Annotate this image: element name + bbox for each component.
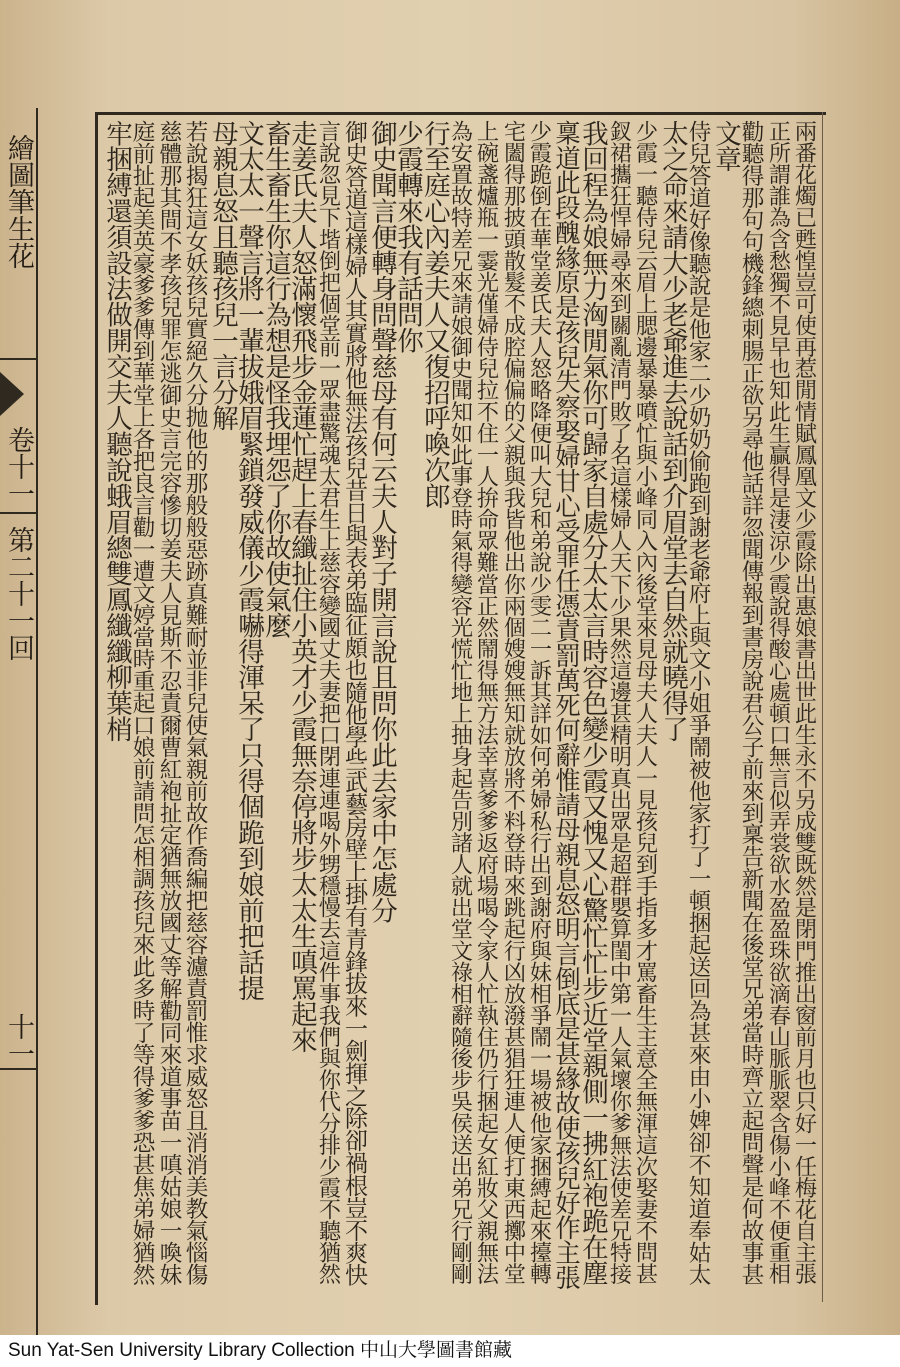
text-column: 牢捆縛還須設法做開交夫人聽說蛾眉總雙鳳纖纖柳葉梢 (101, 120, 132, 742)
text-column: 慈體那其間不孝孩兒罪怎逃御史言完容慘切姜夫人見斯不忍責爾曹紅袍扯定猶無放國丈等解勸同來道事苗一嗔姑娘一喚妹 (156, 120, 182, 1285)
page-border-right (822, 112, 823, 1302)
text-column: 勸聽得那句句機鋒總刺腸正欲另尋他話詳忽聞傳報到書房說君公子前來到稟告新聞在後堂兄弟當時齊立起問聲是何故事甚 (738, 120, 764, 1285)
text-column: 少霞轉來我有話問你 (392, 120, 423, 354)
library-credit: Sun Yat-Sen University Library Collection 中山大學圖書館藏 (0, 1335, 900, 1367)
spine-divider (0, 358, 36, 360)
text-column: 御史答道這樣婦人其實將他無法孩兒昔日與表弟臨征頗也隨他學些武藝房壁上掛有青鋒拔來一劍揮之除卻禍根豈不爽快 (341, 120, 367, 1286)
page-spine (0, 108, 38, 1335)
text-column: 宅闔得那披頭散髮不成腔偏偏的父親與我皆他出你兩個嫂嫂無知就放將不料登時來跳起行凶放潑甚猖狂連人便打東西擲中堂 (500, 120, 526, 1285)
spine-title: 繪圖筆生花 (3, 134, 34, 269)
spine-fish-tail-mark (0, 372, 24, 416)
text-column: 兩番花燭已甦惶豈可使再惹閒情賦鳳凰文少霞除出惠娘書出世此生永不另成雙既然是閉門推出窗前月也只好一任梅花自主張 (791, 120, 817, 1285)
text-column: 我回程為娘無力洶閒氣你可歸家自處分太太言時容色變少霞又愧又心驚忙忙步近堂親側一拂紅袍跪在塵 (577, 120, 608, 1286)
text-column: 釵裙攜狂悍婦尋來到關亂清門敗了名這樣婦人天下少果然這邊甚精明真出眾是超群嬰算閨中第一人氣壞你爹無法使差兄特接 (606, 120, 632, 1285)
spine-divider (0, 512, 36, 514)
text-column: 若說揭狂這女妖孩兒實絕久分抛他的那般般惡跡真難耐並非兒使氣親前故作喬編把慈容濾責罰惟求威怒且消消美教氣惱傷 (182, 120, 208, 1285)
text-column: 言說忽見下堦倒把個堂前一眾盡驚魂太君生上慈容變國丈夫妻把口閉連連喝外甥穩慢去這件事我們與你代分排少霞不聽猶然 (315, 120, 341, 1285)
text-column: 少霞一聽侍兒云眉上腮邊暴暴噴忙與小峰同入內後堂來見母夫人夫人一見孩兒到手指多才罵畜生主意全無渾這次娶妻不問甚 (632, 120, 658, 1285)
text-column: 侍兒答道好像聽說是他家二少奶奶偷跑到謝老爺府上與文小姐爭鬧被他家打了一頓捆起送回為甚來由小婢卻不知道奉姑太 (685, 120, 711, 1285)
text-column: 上碗盞爐瓶一霎光僅婦侍兒拉不住一人拚命眾難當正然鬧得無方法幸喜爹爹返府場喝令家人忙執住仍行捆起女紅妝父親無法 (473, 120, 499, 1285)
text-column: 太之命來請大少老爺進去說話到介眉堂去自然就曉得了 (657, 120, 688, 742)
text-column: 文章 (710, 120, 741, 172)
spine-chapter: 第二十一回 (3, 526, 34, 661)
text-column: 正所謂誰為含愁獨不見早也知此生贏得是淒涼少霞說得酸心處頓口無言似弄裳欲水盈盈珠欲滴春山脈脈翠含傷小峰不便重相 (765, 120, 791, 1285)
text-column: 御史聞言便轉身問聲慈母有何云夫人對子開言說且問你此去家中怎處分 (366, 120, 397, 923)
text-column: 少霞跪倒在華堂姜氏夫人怒略降便叫大兒和弟說少雯二一訴其詳如何弟婦私行出到謝府與妹相爭鬧一場被他家捆縛起來擡轉 (526, 120, 552, 1285)
spine-divider (0, 1068, 36, 1070)
text-column: 母親息怒且聽孩兒一言分解 (207, 120, 238, 431)
text-column: 行至庭心內姜夫人又復招呼喚次郎 (419, 120, 450, 509)
text-column: 文太太一聲言將一輩拔娥眉緊鎖發威儀少霞嚇得渾呆了只得個跪到娘前把話提 (233, 120, 264, 1001)
text-column: 為安置故特差兄來請娘御史聞知如此事登時氣得變容光慌忙地上抽身起告別諸人就出堂文祿相辭隨後步吳侯送出弟兄行剛剛 (447, 120, 473, 1285)
spine-volume: 卷十一 (3, 426, 34, 507)
text-column: 走姜氏夫人怒滿懷飛步金蓮忙趕上春纖扯住小英才少霞無奈停將步太太生嗔罵起來 (286, 120, 317, 1053)
spine-page-number: 十一 (3, 1013, 34, 1067)
text-column: 畜生畜生你這行為想是怪我埋怨了你故使氣麼 (260, 120, 291, 639)
text-column: 庭前扯起美英豪爹爹傳到華堂上各把良言勸一遭文婷當時重起口娘前請問怎相調孩兒來此多時了等得爹爹恐甚焦弟婦猶然 (129, 120, 155, 1285)
text-column: 稟道此段醜緣原是孩兒失察娶婦甘心受罪任憑責罰萬死何辭惟請母親息怒明言倒底是甚緣故使孩兒好作主張 (551, 120, 581, 1290)
